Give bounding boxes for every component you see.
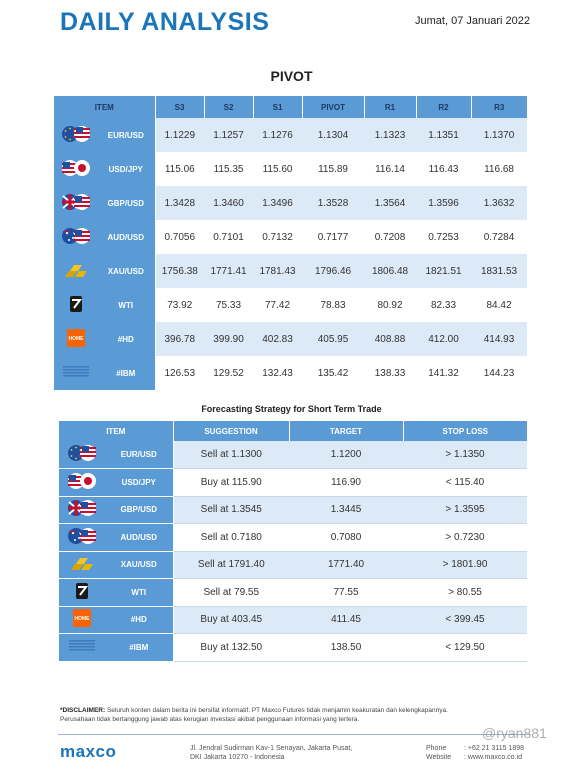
forecast-item-name: WTI bbox=[105, 579, 173, 607]
pivot-cell: 132.43 bbox=[262, 367, 293, 379]
forecast-suggestion: Sell at 1791.40 bbox=[173, 551, 289, 579]
pivot-cell: 126.53 bbox=[164, 367, 196, 379]
footer-divider bbox=[58, 734, 530, 735]
pivot-cell: 1.3460 bbox=[204, 186, 253, 220]
forecast-suggestion: Sell at 1.1300 bbox=[173, 441, 289, 469]
disclaimer-text-1: Seluruh konten dalam berita ini bersifat informatif. PT Maxco Futures tidak menjamin keakuratan dan kelengkapannya. bbox=[105, 707, 448, 714]
pivot-cell: 0.7132 bbox=[262, 231, 293, 243]
forecast-item-icon-cell bbox=[59, 634, 105, 662]
pivot-cell: 1.3632 bbox=[471, 186, 527, 220]
pivot-cell: 1.1370 bbox=[471, 118, 527, 152]
pivot-cell: 1831.53 bbox=[471, 254, 527, 288]
pivot-col-pivot: PIVOT bbox=[302, 96, 364, 118]
pivot-cell: 1.3596 bbox=[416, 186, 471, 220]
gold-bars-icon bbox=[63, 261, 89, 282]
forecast-stop-loss: > 1.1350 bbox=[403, 441, 527, 469]
disclaimer-label: *DISCLAIMER: bbox=[60, 707, 106, 714]
pivot-cell: 1.1323 bbox=[364, 118, 416, 152]
svg-text:HOME: HOME bbox=[68, 335, 83, 342]
forecast-section-title: Forecasting Strategy for Short Term Trade bbox=[201, 404, 382, 414]
pivot-cell: 1771.41 bbox=[204, 254, 253, 288]
pivot-item-icon-cell bbox=[54, 254, 97, 288]
pivot-cell: 1.1351 bbox=[416, 118, 471, 152]
forecast-item-icon-cell bbox=[59, 524, 105, 552]
forecast-stop-loss: > 1801.90 bbox=[403, 551, 527, 579]
pivot-item-icon-cell bbox=[54, 322, 97, 356]
pivot-row bbox=[54, 356, 527, 390]
watermark: @ryan881 bbox=[482, 725, 547, 741]
forecast-suggestion: Buy at 132.50 bbox=[173, 634, 289, 662]
pivot-cell: 1821.51 bbox=[416, 254, 471, 288]
pivot-cell: 0.7056 bbox=[164, 231, 196, 243]
pivot-cell: 1.3428 bbox=[155, 186, 204, 220]
address-line-2: DKI Jakarta 10270 - Indonesia bbox=[190, 754, 285, 761]
pivot-row bbox=[54, 220, 527, 254]
forecast-stop-loss: > 0.7230 bbox=[403, 524, 527, 552]
pivot-cell: 396.78 bbox=[155, 322, 204, 356]
footer-address bbox=[190, 744, 352, 762]
forecast-row bbox=[59, 469, 527, 497]
forecast-header-row bbox=[59, 421, 527, 441]
forecast-row bbox=[59, 579, 527, 607]
forecast-stop-loss: < 129.50 bbox=[403, 634, 527, 662]
forecast-item-name: XAU/USD bbox=[105, 551, 173, 579]
pivot-item-name: WTI bbox=[97, 288, 155, 322]
pivot-cell: 1.3564 bbox=[364, 186, 416, 220]
pivot-cell: 1.1304 bbox=[302, 118, 364, 152]
forecast-item-name: AUD/USD bbox=[105, 524, 173, 552]
pivot-item-icon-cell bbox=[54, 186, 97, 220]
forecast-suggestion: Buy at 115.90 bbox=[173, 469, 289, 497]
ibm-logo-icon bbox=[62, 364, 90, 383]
footer-contact bbox=[426, 744, 524, 762]
pivot-cell: 1.1257 bbox=[204, 118, 253, 152]
pivot-cell: 115.60 bbox=[262, 163, 293, 175]
pivot-cell: 402.83 bbox=[253, 322, 302, 356]
disclaimer-text-2: Perusahaan tidak bertanggung jawab atas kerugian investasi akibat penggunaan informasi yang tertera. bbox=[60, 716, 360, 723]
pivot-item-name: #IBM bbox=[97, 356, 155, 390]
pivot-cell: 82.33 bbox=[431, 299, 457, 311]
pivot-item-name: GBP/USD bbox=[97, 186, 155, 220]
gold-bars-icon bbox=[69, 554, 95, 575]
aud-usd-flag-icon bbox=[61, 227, 91, 248]
pivot-cell: 115.35 bbox=[213, 163, 244, 175]
pivot-cell: 405.95 bbox=[302, 322, 364, 356]
oil-barrel-icon bbox=[66, 294, 86, 317]
pivot-cell: 115.06 bbox=[164, 163, 195, 175]
website-link[interactable]: : www.maxco.co.id bbox=[464, 754, 522, 761]
forecast-stop-loss: > 1.3595 bbox=[403, 496, 527, 524]
forecast-suggestion: Sell at 79.55 bbox=[173, 579, 289, 607]
pivot-cell: 138.33 bbox=[374, 367, 406, 379]
ibm-logo-icon bbox=[68, 638, 96, 657]
disclaimer bbox=[60, 706, 530, 724]
gbp-usd-flag-icon bbox=[67, 499, 97, 520]
report-date: Jumat, 07 Januari 2022 bbox=[415, 15, 530, 27]
pivot-cell: 408.88 bbox=[364, 322, 416, 356]
pivot-col-item: ITEM bbox=[54, 96, 155, 118]
forecast-item-icon-cell bbox=[59, 606, 105, 634]
forecast-item-name: #IBM bbox=[105, 634, 173, 662]
forecast-row bbox=[59, 634, 527, 662]
pivot-cell: 0.7284 bbox=[483, 231, 515, 243]
forecast-table bbox=[59, 421, 527, 662]
forecast-col-suggestion: SUGGESTION bbox=[173, 421, 289, 441]
pivot-cell: 1796.46 bbox=[302, 254, 364, 288]
forecast-item-name: #HD bbox=[105, 606, 173, 634]
eur-usd-flag-icon bbox=[61, 125, 91, 146]
home-depot-logo-icon bbox=[71, 608, 93, 631]
pivot-cell: 1.1276 bbox=[253, 118, 302, 152]
pivot-row bbox=[54, 152, 527, 186]
forecast-target: 1.1200 bbox=[289, 441, 403, 469]
pivot-col-s1: S1 bbox=[253, 96, 302, 118]
pivot-row bbox=[54, 186, 527, 220]
eur-usd-flag-icon bbox=[67, 444, 97, 465]
forecast-row bbox=[59, 606, 527, 634]
pivot-cell: 135.42 bbox=[317, 367, 349, 379]
svg-text:HOME: HOME bbox=[74, 616, 90, 623]
pivot-item-icon-cell bbox=[54, 152, 97, 186]
pivot-cell: 1.3496 bbox=[253, 186, 302, 220]
oil-barrel-icon bbox=[72, 581, 92, 604]
forecast-col-target: TARGET bbox=[289, 421, 403, 441]
pivot-section-title: PIVOT bbox=[270, 68, 313, 84]
pivot-item-icon-cell bbox=[54, 356, 97, 390]
forecast-suggestion: Buy at 403.45 bbox=[173, 606, 289, 634]
pivot-col-r1: R1 bbox=[364, 96, 416, 118]
website-label: Website bbox=[426, 754, 452, 761]
pivot-row bbox=[54, 322, 527, 356]
pivot-col-s3: S3 bbox=[155, 96, 204, 118]
usd-jpy-flag-icon bbox=[67, 472, 97, 493]
pivot-item-name: EUR/USD bbox=[97, 118, 155, 152]
pivot-item-name: AUD/USD bbox=[97, 220, 155, 254]
forecast-item-icon-cell bbox=[59, 469, 105, 497]
pivot-col-s2: S2 bbox=[204, 96, 253, 118]
address-line-1: Jl. Jendral Sudirman Kav-1 Senayan, Jakarta Pusat, bbox=[190, 745, 353, 752]
forecast-row bbox=[59, 441, 527, 469]
pivot-cell: 141.32 bbox=[428, 367, 459, 379]
pivot-cell: 1.1229 bbox=[155, 118, 204, 152]
pivot-item-icon-cell bbox=[54, 118, 97, 152]
pivot-cell: 73.92 bbox=[167, 299, 193, 311]
home-depot-logo-icon bbox=[65, 328, 87, 351]
gbp-usd-flag-icon bbox=[61, 193, 91, 214]
aud-usd-flag-icon bbox=[67, 527, 97, 548]
forecast-item-icon-cell bbox=[59, 579, 105, 607]
pivot-cell: 399.90 bbox=[204, 322, 253, 356]
forecast-row bbox=[59, 496, 527, 524]
forecast-stop-loss: < 115.40 bbox=[403, 469, 527, 497]
forecast-item-icon-cell bbox=[59, 441, 105, 469]
pivot-cell: 116.14 bbox=[375, 163, 405, 175]
forecast-target: 1771.40 bbox=[289, 551, 403, 579]
pivot-cell: 78.83 bbox=[320, 299, 346, 311]
pivot-cell: 1756.38 bbox=[155, 254, 204, 288]
forecast-col-stop-loss: STOP LOSS bbox=[403, 421, 527, 441]
pivot-cell: 116.68 bbox=[484, 163, 514, 175]
pivot-row bbox=[54, 288, 527, 322]
pivot-cell: 84.42 bbox=[486, 299, 512, 311]
forecast-target: 138.50 bbox=[289, 634, 403, 662]
pivot-table bbox=[54, 96, 527, 390]
pivot-col-r2: R2 bbox=[416, 96, 471, 118]
pivot-cell: 0.7101 bbox=[213, 231, 244, 243]
pivot-cell: 0.7253 bbox=[428, 231, 459, 243]
pivot-cell: 1781.43 bbox=[253, 254, 302, 288]
pivot-cell: 80.92 bbox=[377, 299, 403, 311]
forecast-row bbox=[59, 524, 527, 552]
forecast-target: 77.55 bbox=[289, 579, 403, 607]
phone-value[interactable]: : +62 21 3115 1898 bbox=[464, 745, 525, 752]
pivot-row bbox=[54, 254, 527, 288]
phone-label: Phone bbox=[426, 745, 447, 752]
pivot-cell: 77.42 bbox=[265, 299, 291, 311]
forecast-suggestion: Sell at 1.3545 bbox=[173, 496, 289, 524]
pivot-cell: 144.23 bbox=[483, 367, 515, 379]
usd-jpy-flag-icon bbox=[61, 159, 91, 180]
pivot-cell: 412.00 bbox=[416, 322, 471, 356]
forecast-suggestion: Sell at 0.7180 bbox=[173, 524, 289, 552]
pivot-item-name: XAU/USD bbox=[97, 254, 155, 288]
forecast-item-name: USD/JPY bbox=[105, 469, 173, 497]
maxco-logo: maxco bbox=[60, 742, 117, 761]
forecast-item-name: EUR/USD bbox=[105, 441, 173, 469]
pivot-item-name: #HD bbox=[97, 322, 155, 356]
forecast-item-name: GBP/USD bbox=[105, 496, 173, 524]
pivot-cell: 0.7177 bbox=[317, 231, 349, 243]
forecast-row bbox=[59, 551, 527, 579]
pivot-row bbox=[54, 118, 527, 152]
forecast-target: 0.7080 bbox=[289, 524, 403, 552]
forecast-item-icon-cell bbox=[59, 551, 105, 579]
pivot-cell: 115.89 bbox=[318, 163, 348, 175]
pivot-cell: 1806.48 bbox=[364, 254, 416, 288]
forecast-stop-loss: < 399.45 bbox=[403, 606, 527, 634]
pivot-cell: 75.33 bbox=[216, 299, 242, 311]
pivot-item-icon-cell bbox=[54, 288, 97, 322]
forecast-stop-loss: > 80.55 bbox=[403, 579, 527, 607]
page-title: DAILY ANALYSIS bbox=[60, 8, 270, 36]
pivot-col-r3: R3 bbox=[471, 96, 527, 118]
pivot-item-icon-cell bbox=[54, 220, 97, 254]
forecast-target: 116.90 bbox=[289, 469, 403, 497]
forecast-col-item: ITEM bbox=[59, 421, 173, 441]
pivot-cell: 1.3528 bbox=[302, 186, 364, 220]
pivot-item-name: USD/JPY bbox=[97, 152, 155, 186]
forecast-item-icon-cell bbox=[59, 496, 105, 524]
pivot-cell: 129.52 bbox=[213, 367, 244, 379]
pivot-cell: 116.43 bbox=[428, 163, 459, 175]
pivot-cell: 414.93 bbox=[471, 322, 527, 356]
pivot-cell: 0.7208 bbox=[374, 231, 406, 243]
forecast-target: 411.45 bbox=[289, 606, 403, 634]
forecast-target: 1.3445 bbox=[289, 496, 403, 524]
pivot-header-row bbox=[54, 96, 527, 118]
